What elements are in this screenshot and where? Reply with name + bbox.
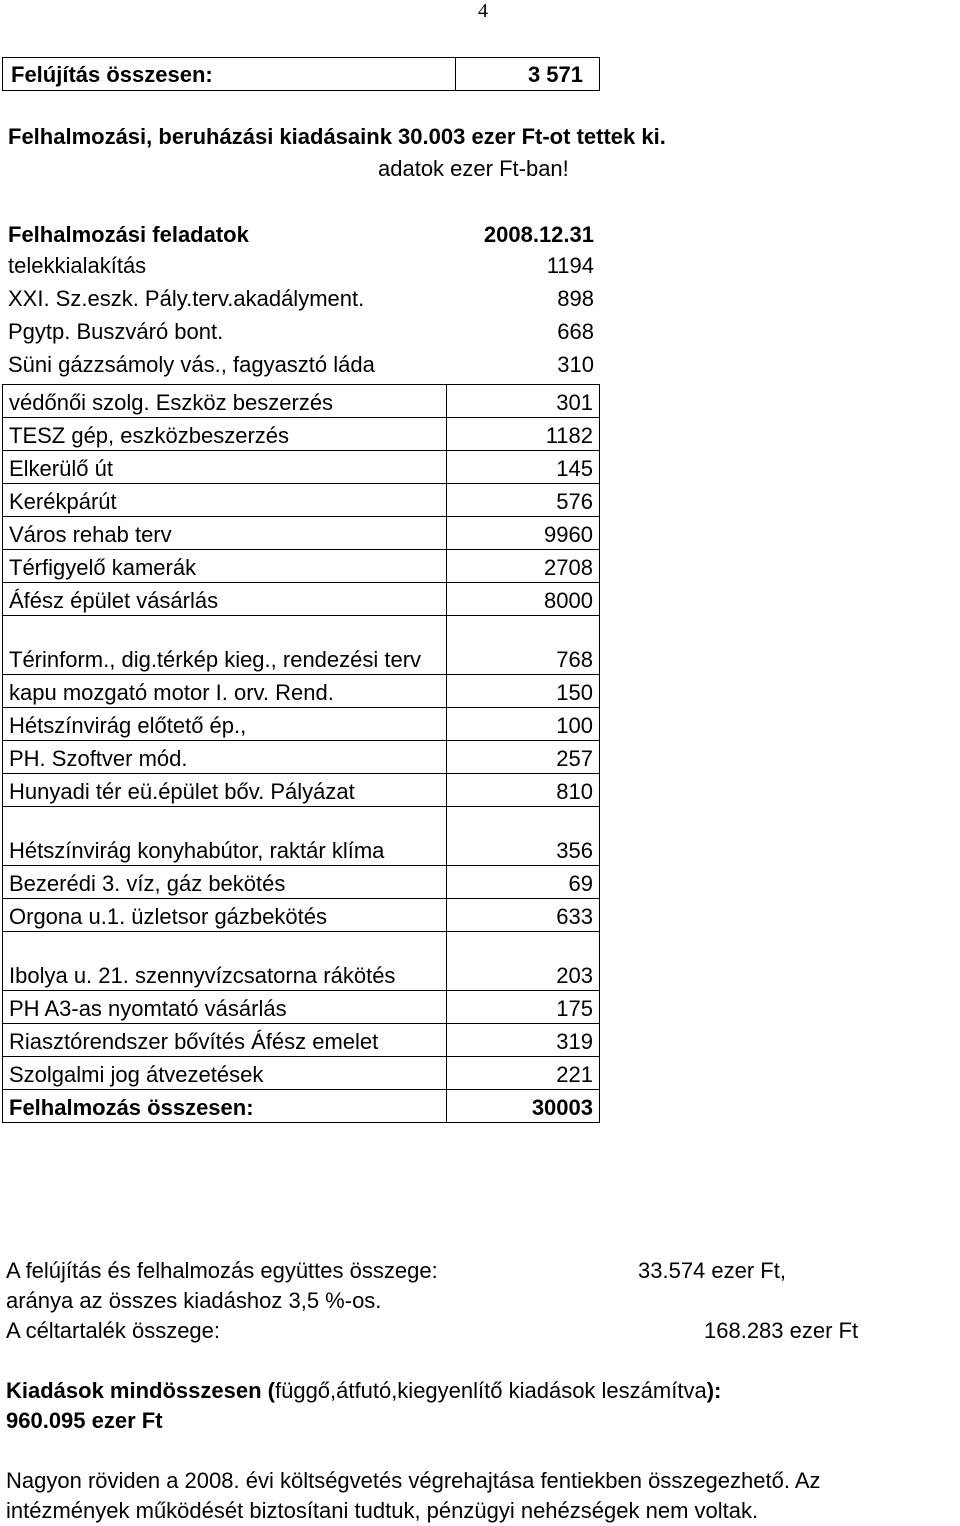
table-header-date: 2008.12.31 xyxy=(483,222,594,247)
closing-line-1: Nagyon röviden a 2008. évi költségvetés végrehajtása fentiekben összegezhető. Az xyxy=(6,1468,821,1493)
row-name: Felhalmozás összesen: xyxy=(3,1090,447,1123)
table-header-name: Felhalmozási feladatok xyxy=(8,222,249,247)
row-value: 810 xyxy=(446,774,599,807)
table-row xyxy=(3,866,600,899)
page-number: 4 xyxy=(478,0,488,22)
table-row xyxy=(3,774,600,807)
capital-expenditure-table xyxy=(2,384,600,1123)
row-name: PH. Szoftver mód. xyxy=(3,741,447,774)
row-name: Kerékpárút xyxy=(3,484,447,517)
row-name: Elkerülő út xyxy=(3,451,447,484)
table-row xyxy=(3,1024,600,1057)
total-expenses-value: 960.095 ezer Ft xyxy=(6,1408,163,1433)
row-value: 1182 xyxy=(446,418,599,451)
row-name: Hunyadi tér eü.épület bőv. Pályázat xyxy=(3,774,447,807)
table-row xyxy=(3,418,600,451)
reserve-label: A céltartalék összege: xyxy=(6,1318,221,1343)
table-row xyxy=(3,616,600,675)
table-header xyxy=(8,218,594,250)
combined-ratio-text: aránya az összes kiadáshoz 3,5 %-os. xyxy=(6,1288,382,1313)
total-expenses-label-part2: ): xyxy=(706,1378,722,1403)
table-row xyxy=(3,517,600,550)
felujitas-summary-label: Felújítás összesen: xyxy=(11,62,213,87)
row-name: Város rehab terv xyxy=(3,517,447,550)
table-row xyxy=(3,708,600,741)
row-value: 310 xyxy=(557,352,594,377)
row-name: Süni gázzsámoly vás., fagyasztó láda xyxy=(8,352,375,377)
table-row xyxy=(3,807,600,866)
row-value: 2708 xyxy=(446,550,599,583)
table-row xyxy=(3,550,600,583)
table-row xyxy=(8,316,594,349)
row-value: 9960 xyxy=(446,517,599,550)
row-name: Ibolya u. 21. szennyvízcsatorna rákötés xyxy=(3,932,447,991)
row-value: 768 xyxy=(446,616,599,675)
table-row xyxy=(8,349,594,382)
row-name: TESZ gép, eszközbeszerzés xyxy=(3,418,447,451)
table-row xyxy=(3,385,600,418)
row-value: 175 xyxy=(446,991,599,1024)
row-name: Orgona u.1. üzletsor gázbekötés xyxy=(3,899,447,932)
table-row xyxy=(3,991,600,1024)
unit-note: adatok ezer Ft-ban! xyxy=(378,156,569,181)
row-name: XXI. Sz.eszk. Pály.terv.akadályment. xyxy=(8,286,365,311)
felujitas-summary-box xyxy=(2,57,600,91)
row-name: Hétszínvirág konyhabútor, raktár klíma xyxy=(3,807,447,866)
row-name: Hétszínvirág előtető ép., xyxy=(3,708,447,741)
combined-sum-label: A felújítás és felhalmozás együttes összege: xyxy=(6,1258,438,1283)
row-name: telekkialakítás xyxy=(8,253,147,278)
combined-sum-value: 33.574 ezer Ft, xyxy=(638,1258,786,1283)
row-value: 633 xyxy=(446,899,599,932)
row-name: Áfész épület vásárlás xyxy=(3,583,447,616)
row-value: 301 xyxy=(446,385,599,418)
felujitas-summary-divider xyxy=(455,58,456,90)
table-row xyxy=(3,451,600,484)
total-row xyxy=(3,1090,600,1123)
row-name: védőnői szolg. Eszköz beszerzés xyxy=(3,385,447,418)
row-value: 898 xyxy=(557,286,594,311)
row-name: Riasztórendszer bővítés Áfész emelet xyxy=(3,1024,447,1057)
table-row xyxy=(8,250,594,283)
total-expenses-label-note: függő,átfutó,kiegyenlítő kiadások leszámítva xyxy=(274,1378,707,1403)
felujitas-summary-value: 3 571 xyxy=(527,62,583,87)
table-row xyxy=(3,583,600,616)
row-name: Térfigyelő kamerák xyxy=(3,550,447,583)
heading-sentence: Felhalmozási, beruházási kiadásaink 30.003 ezer Ft-ot tettek ki. xyxy=(8,124,666,149)
row-value: 356 xyxy=(446,807,599,866)
row-value: 257 xyxy=(446,741,599,774)
row-value: 203 xyxy=(446,932,599,991)
table-row xyxy=(3,1057,600,1090)
row-name: Pgytp. Buszváró bont. xyxy=(8,319,224,344)
row-name: kapu mozgató motor I. orv. Rend. xyxy=(3,675,447,708)
row-value: 150 xyxy=(446,675,599,708)
table-row xyxy=(3,675,600,708)
table-row xyxy=(3,741,600,774)
row-value: 319 xyxy=(446,1024,599,1057)
row-value: 668 xyxy=(557,319,594,344)
row-name: PH A3-as nyomtató vásárlás xyxy=(3,991,447,1024)
row-name: Szolgalmi jog átvezetések xyxy=(3,1057,447,1090)
reserve-value: 168.283 ezer Ft xyxy=(704,1318,859,1343)
row-value: 1194 xyxy=(546,253,594,278)
row-value: 576 xyxy=(446,484,599,517)
row-value: 30003 xyxy=(446,1090,599,1123)
row-value: 221 xyxy=(446,1057,599,1090)
table-row xyxy=(8,283,594,316)
total-expenses-label xyxy=(6,1378,721,1404)
closing-line-2: intézmények működését biztosítani tudtuk, pénzügyi nehézségek nem voltak. xyxy=(6,1498,759,1523)
row-name: Bezerédi 3. víz, gáz bekötés xyxy=(3,866,447,899)
row-value: 69 xyxy=(446,866,599,899)
plain-rows xyxy=(8,250,594,382)
total-expenses-label-part1: Kiadások mindösszesen ( xyxy=(6,1378,275,1403)
table-row xyxy=(3,899,600,932)
table-row xyxy=(3,484,600,517)
row-value: 100 xyxy=(446,708,599,741)
row-name: Térinform., dig.térkép kieg., rendezési terv xyxy=(3,616,447,675)
row-value: 8000 xyxy=(446,583,599,616)
table-row xyxy=(3,932,600,991)
row-value: 145 xyxy=(446,451,599,484)
